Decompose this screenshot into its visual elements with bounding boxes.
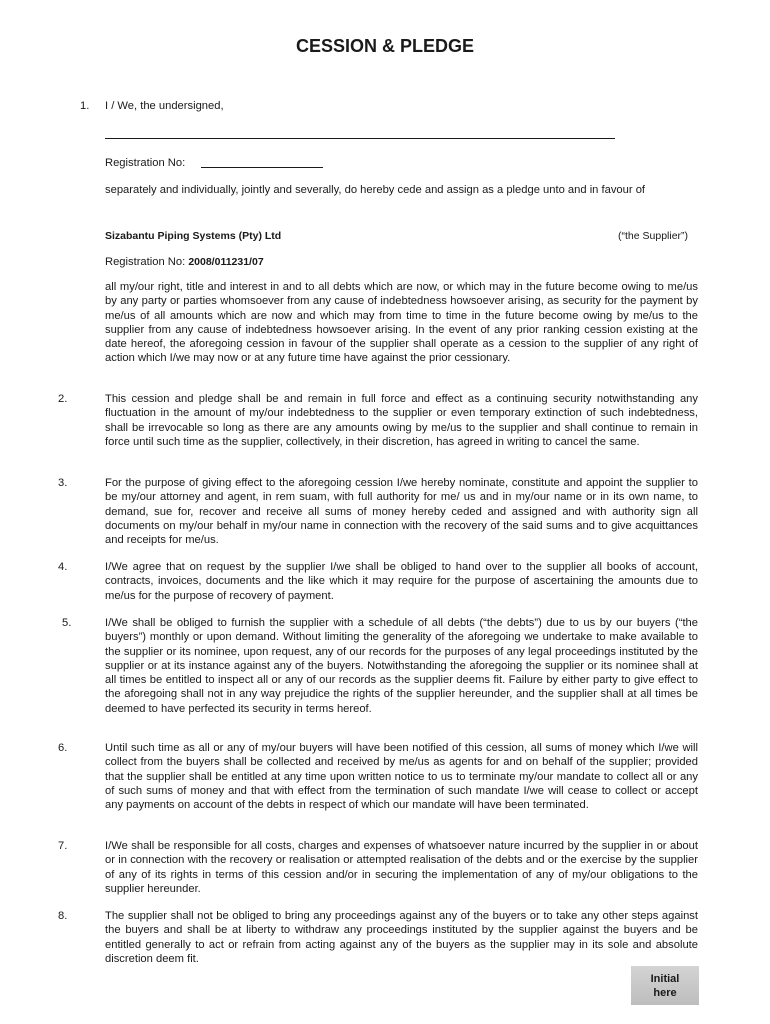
clause-8-number: 8. — [58, 910, 68, 922]
clause-4-text: I/We agree that on request by the supplier I/we shall be obliged to hand over to the supplier all books of account, contracts, invoices, documents and the like which it may require for the purpose of ascertaining the amounts due to me/us for the purpose of recovery of payment. — [105, 561, 698, 602]
clause-6-text: Until such time as all or any of my/our buyers will have been notified of this cession, all sums of money which I/we will collect from the buyers shall be collected and received by me/us as agents for and on behalf of the supplier; provided that the supplier shall be entitled at any time upon written notice to us to terminate my/our mandate to collect all or any of such sums of money and that with effect from the termination of such mandate I/we will cease to collect or accept any payments on account of the debts in respect of which our mandate will have been terminated. — [105, 742, 698, 812]
clause-4-number: 4. — [58, 561, 68, 573]
clause-1-number: 1. — [80, 100, 90, 112]
initial-here-box[interactable] — [631, 966, 699, 1005]
clause-2-text: This cession and pledge shall be and remain in full force and effect as a continuing security notwithstanding any fluctuation in the amount of my/our indebtedness to the supplier or even temporary extinction of such indebtedness, shall be irrevocable so long as there are any amounts owing by me/us to the supplier and shall continue to remain in force until such time as the supplier, collectively, in their discretion, has agreed in writing to cancel the same. — [105, 393, 698, 448]
registration-number-line[interactable] — [201, 167, 323, 168]
clause-7-text: I/We shall be responsible for all costs, charges and expenses of whatsoever nature incurred by the supplier in or about or in connection with the recovery or realisation or attempted realisation of the debts and or the exercise by the supplier of any of its rights in terms of this cession and/or in securing the implementation of any of my/our obligations to the supplier hereunder. — [105, 840, 698, 895]
clause-5-text: I/We shall be obliged to furnish the supplier with a schedule of all debts (“the debts”) due to us by our buyers (“the buyers”) monthly or upon demand. Without limiting the generality of the aforegoing we undertake to make available to the supplier or its nominee, upon request, any of our records for the purposes of any legal proceedings instituted by the supplier or at its instance against any of the buyers. Notwithstanding the aforegoing the supplier or its nominee shall at all times be entitled to inspect all or any of our records as the supplier deems fit. Failure by either party to give effect to the aforegoing shall not in any way prejudice the rights of the supplier hereunder, and the supplier shall at all times be deemed to have perfected its security in terms hereof. — [105, 617, 698, 715]
undersigned-name-line[interactable] — [105, 138, 615, 139]
supplier-name: Sizabantu Piping Systems (Pty) Ltd — [105, 230, 282, 242]
cede-text: separately and individually, jointly and severally, do hereby cede and assign as a pledge unto and in favour of — [105, 184, 646, 196]
here-label: here — [653, 986, 677, 999]
supplier-reg-label: Registration No: — [105, 256, 186, 268]
undersigned-intro: I / We, the undersigned, — [105, 100, 224, 112]
clause-8-text: The supplier shall not be obliged to bring any proceedings against any of the buyers or to take any other steps against the buyers and shall be at liberty to withdraw any proceedings instituted by the supplier against the buyers and be entitled generally to act or refrain from acting against any of the buyers as the supplier may in its sole and absolute discretion deem fit. — [105, 910, 698, 965]
initial-label: Initial — [650, 972, 680, 985]
clause-5-number: 5. — [62, 617, 72, 629]
page-title: CESSION & PLEDGE — [295, 36, 475, 56]
registration-label: Registration No: — [105, 157, 186, 169]
supplier-reg-number: 2008/011231/07 — [188, 256, 264, 268]
clause-7-number: 7. — [58, 840, 68, 852]
clause-2-number: 2. — [58, 393, 68, 405]
clause-3-number: 3. — [58, 477, 68, 489]
supplier-registration — [105, 255, 264, 269]
clause-6-number: 6. — [58, 742, 68, 754]
clause-1-body: all my/our right, title and interest in and to all debts which are now, or which may in the future become owing to me/us by any party or parties whomsoever from any cause of indebtedness howsoever arising, as security for the payment by me/us of all amounts which are now and which may from time to time in the future become owing by me/us to the supplier from any cause of indebtedness howsoever arising. In the event of any prior ranking cession existing at the date hereof, the aforegoing cession in favour of the supplier shall operate as a cession to the supplier of any right of action which I/we may now or at any future time have against the prior cessionary. — [105, 281, 698, 365]
supplier-alias: (“the Supplier”) — [618, 230, 689, 242]
clause-3-text: For the purpose of giving effect to the aforegoing cession I/we hereby nominate, constitute and appoint the supplier to be my/our attorney and agent, in rem suam, with full authority for me/ us and in my/our name or in its own name, to demand, sue for, recover and receive all sums of money hereby ceded and assigned and with authority sign all documents on my/our behalf in my/our name in connection with the recovery of the said sums and to give acquittances and receipts for me/us. — [105, 477, 698, 547]
